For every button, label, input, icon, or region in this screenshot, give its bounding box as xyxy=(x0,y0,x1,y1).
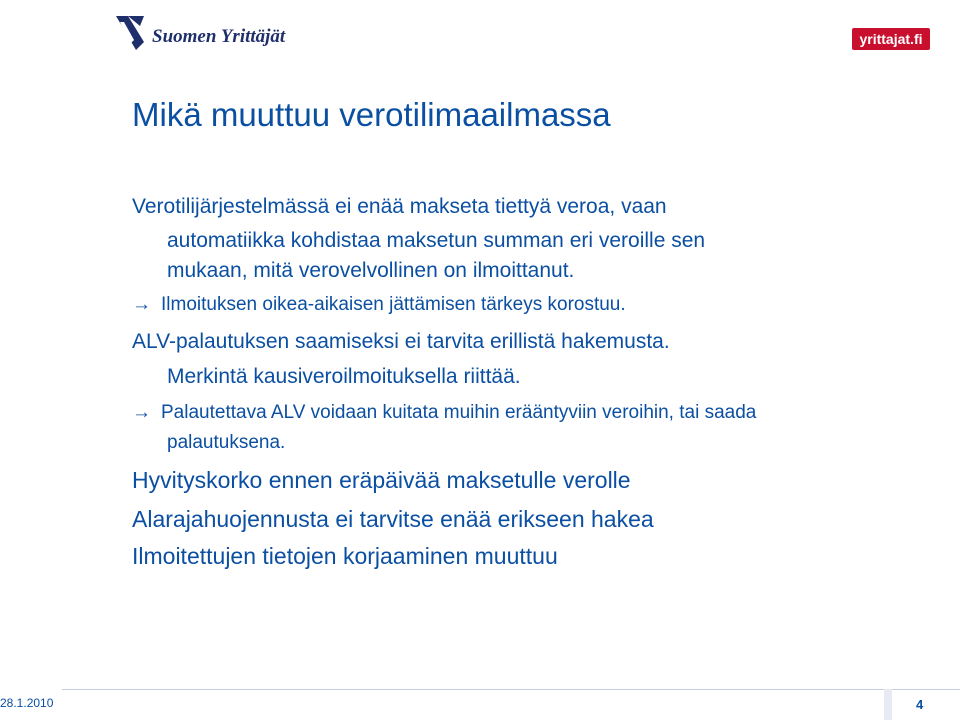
line-10: Alarajahuojennusta ei tarvitse enää erikseen hakea xyxy=(132,506,654,532)
line-1: Verotilijärjestelmässä ei enää makseta tiettyä veroa, vaan xyxy=(132,195,667,218)
footer-date: 28.1.2010 xyxy=(0,696,54,710)
footer-accent xyxy=(884,689,892,720)
line-4 xyxy=(132,294,626,316)
page-number: 4 xyxy=(916,697,924,712)
logo-flag-icon xyxy=(114,12,154,54)
line-3: mukaan, mitä verovelvollinen on ilmoittanut. xyxy=(167,259,575,282)
yrittajat-fi-logo: yrittajat.fi xyxy=(852,28,930,50)
line-8: palautuksena. xyxy=(167,432,286,453)
line-7-text: Palautettava ALV voidaan kuitata muihin erääntyviin veroihin, tai saada xyxy=(161,402,757,423)
line-6: Merkintä kausiveroilmoituksella riittää. xyxy=(167,365,521,388)
footer-divider xyxy=(62,689,960,690)
suomen-yrittajat-logo xyxy=(114,12,314,54)
logo-left-text: Suomen Yrittäjät xyxy=(152,26,286,47)
slide-title: Mikä muuttuu verotilimaailmassa xyxy=(132,96,611,133)
line-5: ALV-palautuksen saamiseksi ei tarvita erillistä hakemusta. xyxy=(132,330,670,353)
arrow-icon: → xyxy=(132,294,151,315)
line-4-text: Ilmoituksen oikea-aikaisen jättämisen tärkeys korostuu. xyxy=(161,294,626,315)
line-11: Ilmoitettujen tietojen korjaaminen muuttuu xyxy=(132,543,558,569)
line-9: Hyvityskorko ennen eräpäivää maksetulle verolle xyxy=(132,467,631,493)
line-7 xyxy=(132,402,756,424)
line-2: automatiikka kohdistaa maksetun summan eri veroille sen xyxy=(167,229,706,252)
arrow-icon: → xyxy=(132,402,151,423)
